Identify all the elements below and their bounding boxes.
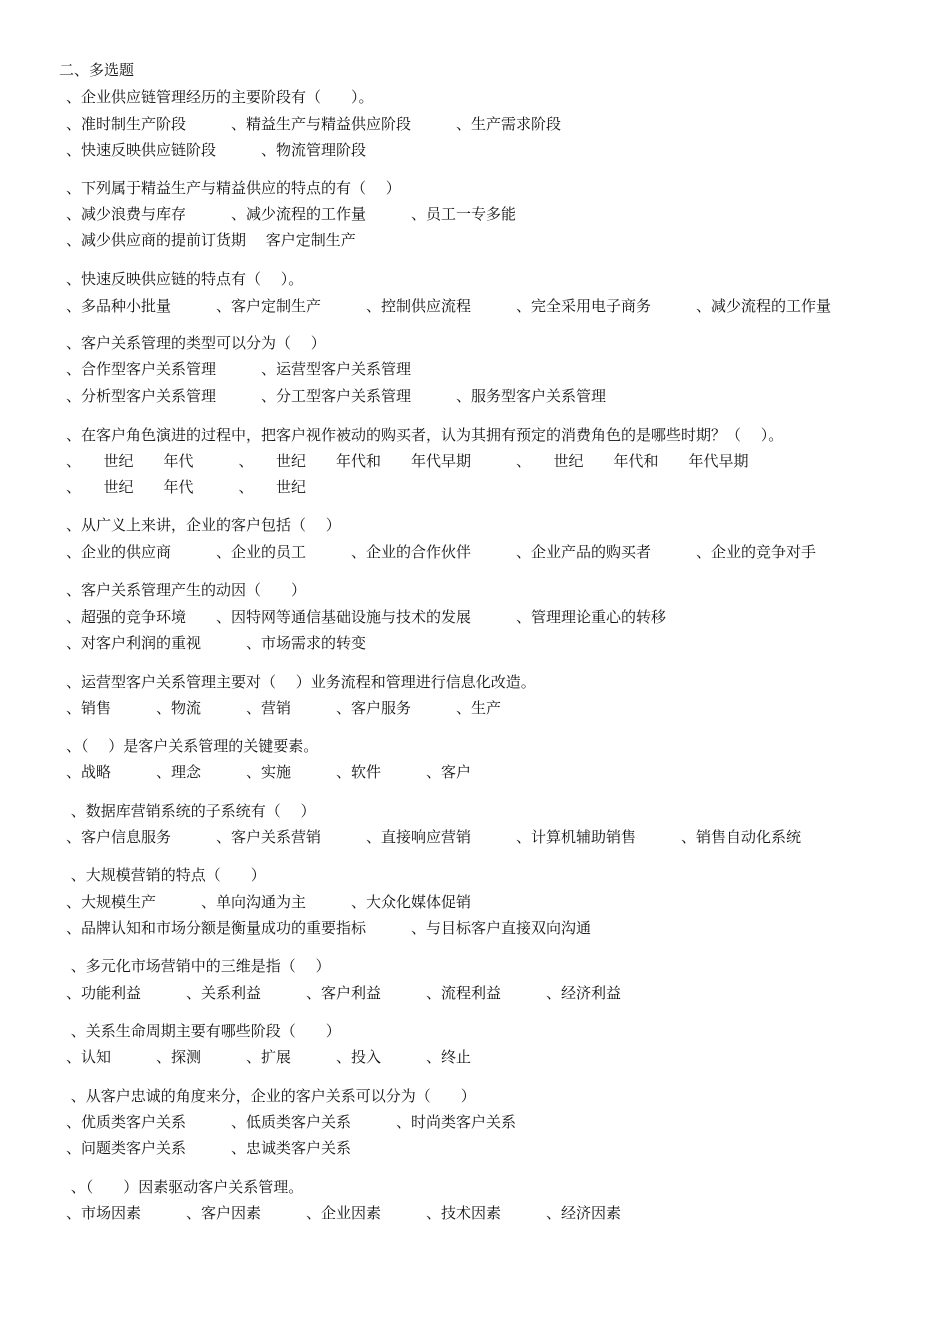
question-stem: 、客户关系管理产生的动因（ ） [66,581,307,599]
question-stem: 、多元化市场营销中的三维是指（ ） [66,957,331,975]
option-line: 、企业的供应商 、企业的员工 、企业的合作伙伴 、企业产品的购买者 、企业的竞争对手 [66,543,817,561]
question-stem: 、在客户角色演进的过程中，把客户视作被动的购买者，认为其拥有预定的消费角色的是哪些时期？（ ）。 [66,426,784,444]
option-line: 、优质类客户关系 、低质类客户关系 、时尚类客户关系 [66,1113,517,1131]
question-stem: 、运营型客户关系管理主要对（ ）业务流程和管理进行信息化改造。 [66,673,536,691]
question-stem: 、从广义上来讲，企业的客户包括（ ） [66,516,341,534]
question-stem: 、（ ）是客户关系管理的关键要素。 [66,737,319,755]
question-stem: 、从客户忠诚的角度来分，企业的客户关系可以分为（ ） [66,1087,476,1105]
option-line: 、快速反映供应链阶段 、物流管理阶段 [66,141,367,159]
option-line: 、准时制生产阶段 、精益生产与精益供应阶段 、生产需求阶段 [66,115,562,133]
option-line: 、功能利益 、关系利益 、客户利益 、流程利益 、经济利益 [66,984,622,1002]
option-line: 、多品种小批量 、客户定制生产 、控制供应流程 、完全采用电子商务 、减少流程的工作量 [66,297,832,315]
option-line: 、认知 、探测 、扩展 、投入 、终止 [66,1048,472,1066]
option-line: 、减少浪费与库存 、减少流程的工作量 、员工一专多能 [66,205,517,223]
option-line: 、问题类客户关系 、忠诚类客户关系 [66,1139,352,1157]
question-stem: 、关系生命周期主要有哪些阶段（ ） [66,1022,341,1040]
question-stem: 、企业供应链管理经历的主要阶段有（ ）。 [66,88,374,106]
question-stem: 、快速反映供应链的特点有（ ）。 [66,270,304,288]
option-line: 、合作型客户关系管理 、运营型客户关系管理 [66,360,412,378]
option-line: 、对客户利润的重视 、市场需求的转变 [66,634,367,652]
option-line: 、超强的竞争环境 、因特网等通信基础设施与技术的发展 、管理理论重心的转移 [66,608,667,626]
question-stem: 、大规模营销的特点（ ） [66,866,266,884]
question-stem: 、下列属于精益生产与精益供应的特点的有（ ） [66,179,401,197]
option-line: 、销售 、物流 、营销 、客户服务 、生产 [66,699,502,717]
question-stem: 、数据库营销系统的子系统有（ ） [66,802,316,820]
option-line: 、市场因素 、客户因素 、企业因素 、技术因素 、经济因素 [66,1204,622,1222]
option-line: 、客户信息服务 、客户关系营销 、直接响应营销 、计算机辅助销售 、销售自动化系统 [66,828,802,846]
option-line: 、 世纪 年代 、 世纪 [66,478,307,496]
option-line: 、 世纪 年代 、 世纪 年代和 年代早期 、 世纪 年代和 年代早期 [66,452,749,470]
option-line: 、大规模生产 、单向沟通为主 、大众化媒体促销 [66,893,472,911]
option-line: 、战略 、理念 、实施 、软件 、客户 [66,763,472,781]
question-stem: 、（ ）因素驱动客户关系管理。 [66,1178,304,1196]
question-stem: 、客户关系管理的类型可以分为（ ） [66,334,326,352]
option-line: 、品牌认知和市场分额是衡量成功的重要指标 、与目标客户直接双向沟通 [66,919,592,937]
option-line: 、分析型客户关系管理 、分工型客户关系管理 、服务型客户关系管理 [66,387,607,405]
option-line: 、减少供应商的提前订货期 客户定制生产 [66,231,356,249]
section-title: 二、多选题 [59,61,135,79]
